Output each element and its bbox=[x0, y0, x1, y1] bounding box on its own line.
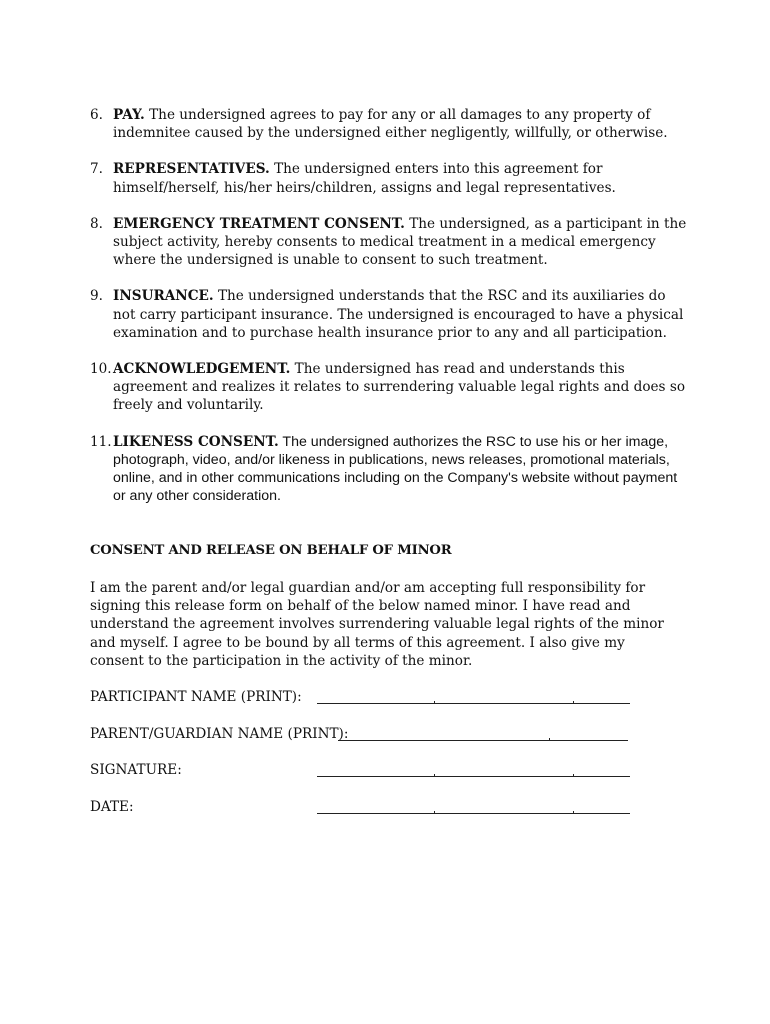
line-segment-mark bbox=[573, 701, 574, 703]
clause-text: The undersigned, as a participant in the subject activity, hereby consents to medical treatment in a medical emergency where the undersigned is unable to consent to such treatment. bbox=[113, 215, 687, 269]
clause-title: REPRESENTATIVES. bbox=[113, 161, 270, 178]
clause-list bbox=[90, 106, 690, 523]
clause-likeness-consent bbox=[90, 433, 690, 506]
clause-number: 7. bbox=[90, 161, 103, 178]
participant-name-label: PARTICIPANT NAME (PRINT): bbox=[90, 689, 302, 705]
clause-text: The undersigned authorizes the RSC to use his or her image, photograph, video, and/or likeness in publications, news releases, promotional materials, online, and in other communications including on the Company's website without payment or any other consideration. bbox=[113, 433, 678, 505]
line-segment-mark bbox=[434, 811, 435, 813]
participant-name-line[interactable] bbox=[317, 703, 630, 704]
date-line[interactable] bbox=[317, 813, 630, 814]
line-segment-mark bbox=[434, 774, 435, 776]
clause-number: 6. bbox=[90, 107, 103, 123]
date-label: DATE: bbox=[90, 799, 134, 815]
line-segment-mark bbox=[573, 811, 574, 813]
line-segment-mark bbox=[549, 738, 550, 740]
clause-body bbox=[113, 360, 690, 415]
clause-body bbox=[113, 160, 690, 196]
clause-text: The undersigned has read and understands this agreement and realizes it relates to surrendering valuable legal rights and does so freely and voluntarily. bbox=[113, 361, 685, 414]
clause-insurance bbox=[90, 287, 690, 342]
clause-text: The undersigned enters into this agreement for himself/herself, his/her heirs/children, assigns and legal representatives. bbox=[113, 161, 616, 196]
clause-number: 10. bbox=[90, 361, 112, 378]
parent-guardian-name-label: PARENT/GUARDIAN NAME (PRINT): bbox=[90, 726, 349, 742]
clause-number: 11. bbox=[90, 433, 112, 450]
clause-body bbox=[113, 106, 690, 142]
clause-emergency-treatment bbox=[90, 215, 690, 270]
line-segment-mark bbox=[573, 774, 574, 776]
clause-title: INSURANCE. bbox=[113, 288, 214, 305]
parent-guardian-name-line[interactable] bbox=[338, 740, 628, 741]
line-segment-mark bbox=[434, 701, 435, 703]
clause-body bbox=[113, 287, 690, 342]
clause-body bbox=[113, 433, 690, 506]
clause-acknowledgement bbox=[90, 360, 690, 415]
clause-title: EMERGENCY TREATMENT CONSENT. bbox=[113, 215, 405, 232]
clause-pay bbox=[90, 106, 690, 142]
clause-number: 9. bbox=[90, 288, 103, 305]
clause-body bbox=[113, 215, 690, 270]
clause-text: The undersigned understands that the RSC and its auxiliaries do not carry participant insurance. The undersigned is encouraged to have a physical examination and to purchase health insurance prior to any and all participation. bbox=[113, 288, 684, 341]
clause-text: The undersigned agrees to pay for any or all damages to any property of indemnitee caused by the undersigned either negligently, willfully, or otherwise. bbox=[113, 107, 668, 142]
signature-label: SIGNATURE: bbox=[90, 762, 182, 778]
clause-representatives bbox=[90, 160, 690, 196]
clause-title: PAY. bbox=[113, 107, 145, 123]
minor-consent-paragraph: I am the parent and/or legal guardian and/or am accepting full responsibility for signing this release form on behalf of the below named minor. I have read and understand the agreement involves surrendering valuable legal rights of the minor and myself. I agree to be bound by all terms of this agreement. I also give my consent to the participation in the activity of the minor. bbox=[90, 580, 664, 669]
clause-title: LIKENESS CONSENT. bbox=[113, 433, 279, 450]
minor-consent-heading: CONSENT AND RELEASE ON BEHALF OF MINOR bbox=[90, 543, 452, 558]
clause-number: 8. bbox=[90, 215, 103, 232]
clause-title: ACKNOWLEDGEMENT. bbox=[113, 361, 291, 378]
signature-line[interactable] bbox=[317, 776, 630, 777]
